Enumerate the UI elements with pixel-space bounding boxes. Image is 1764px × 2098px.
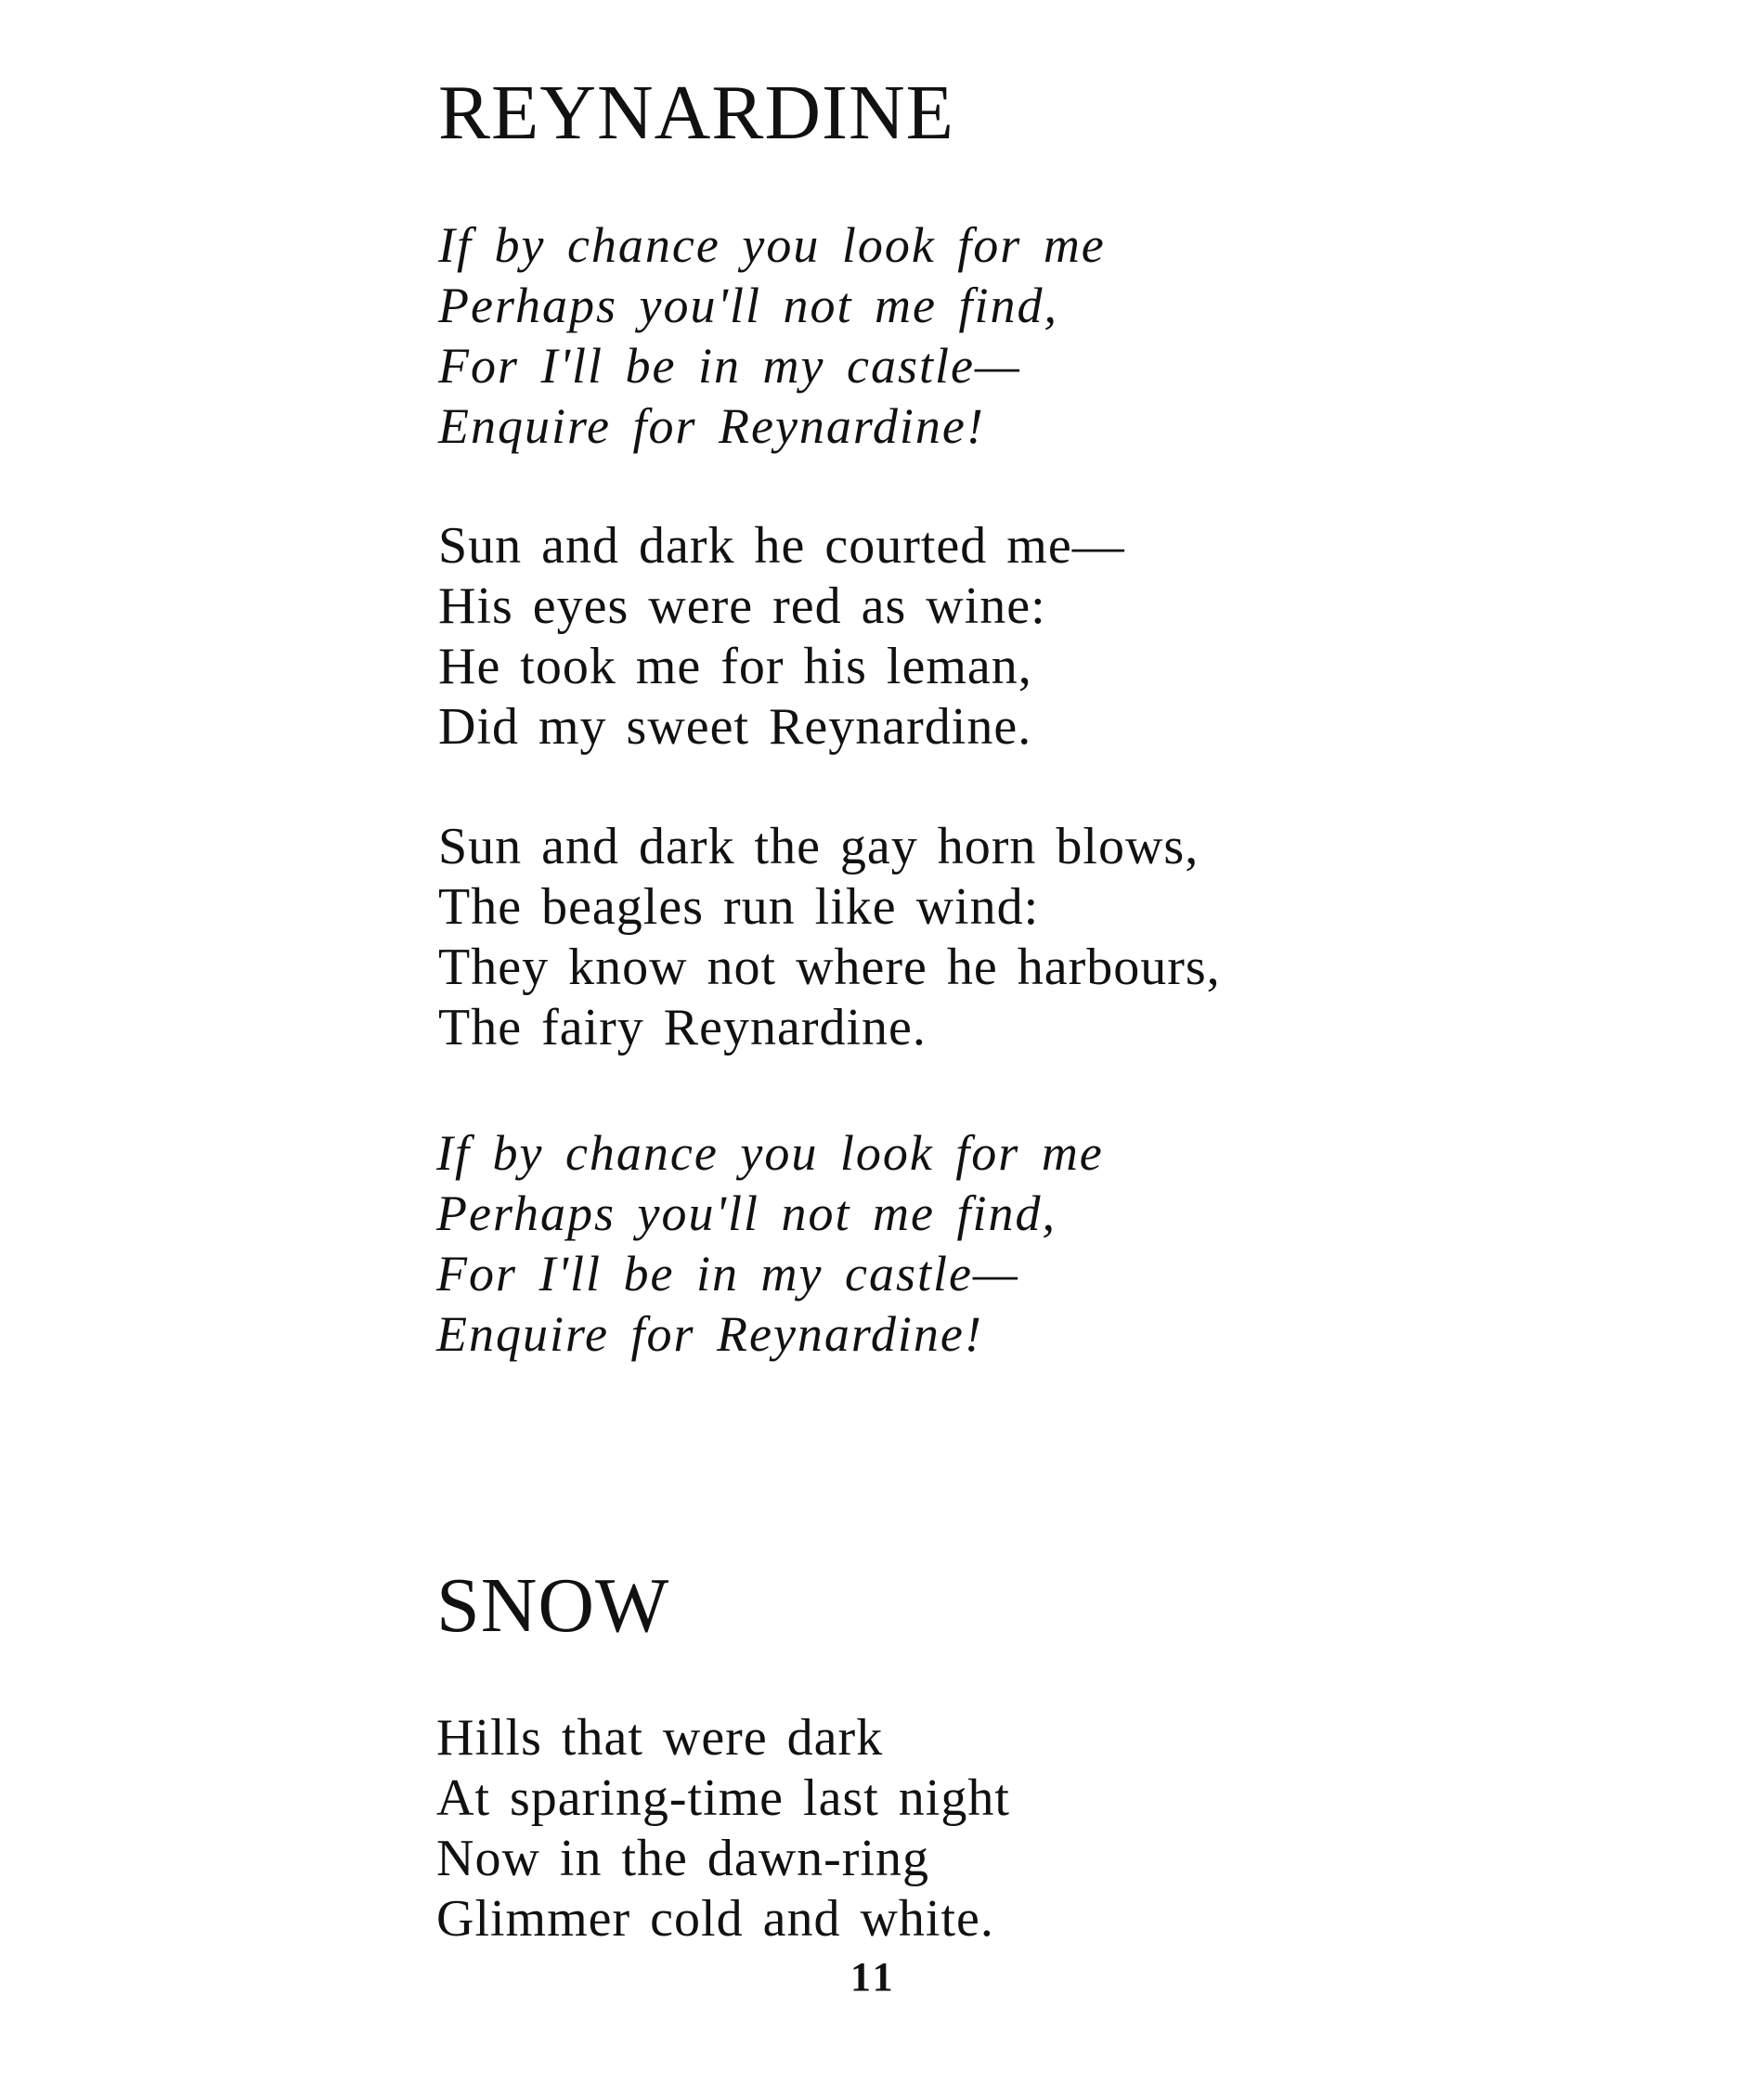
poem-line: Perhaps you'll not me find, (436, 1185, 1057, 1241)
poem-title-snow: SNOW (436, 1562, 670, 1649)
poem-line: His eyes were red as wine: (438, 577, 1046, 635)
poem-line: For I'll be in my castle— (436, 1246, 1019, 1302)
stanza-3 (438, 817, 1221, 1058)
poem-line: Sun and dark the gay horn blows, (438, 818, 1200, 875)
poem-line: Glimmer cold and white. (436, 1890, 994, 1948)
poem-line: Enquire for Reynardine! (436, 1306, 983, 1362)
poem-title-reynardine: REYNARDINE (438, 70, 954, 156)
refrain-stanza-closing (436, 1123, 1104, 1365)
poem-line: If by chance you look for me (438, 217, 1106, 273)
refrain-stanza-opening (438, 215, 1106, 457)
poem-line: Sun and dark he courted me— (438, 517, 1125, 575)
poem-line: The beagles run like wind: (438, 878, 1040, 936)
poem-line: At sparing-time last night (436, 1769, 1010, 1827)
poem-line: Did my sweet Reynardine. (438, 698, 1032, 756)
snow-stanza-1 (436, 1708, 1010, 1949)
poem-line: Now in the dawn-ring (436, 1830, 930, 1887)
poem-line: The fairy Reynardine. (438, 999, 927, 1056)
poem-line: For I'll be in my castle— (438, 338, 1021, 394)
poem-line: He took me for his leman, (438, 638, 1032, 695)
poem-line: If by chance you look for me (436, 1125, 1104, 1181)
poem-line: Enquire for Reynardine! (438, 398, 985, 454)
poem-line: Hills that were dark (436, 1709, 884, 1767)
stanza-2 (438, 516, 1125, 758)
page-number: 11 (850, 1954, 897, 2000)
poem-line: Perhaps you'll not me find, (438, 278, 1059, 333)
poem-line: They know not where he harbours, (438, 939, 1221, 996)
